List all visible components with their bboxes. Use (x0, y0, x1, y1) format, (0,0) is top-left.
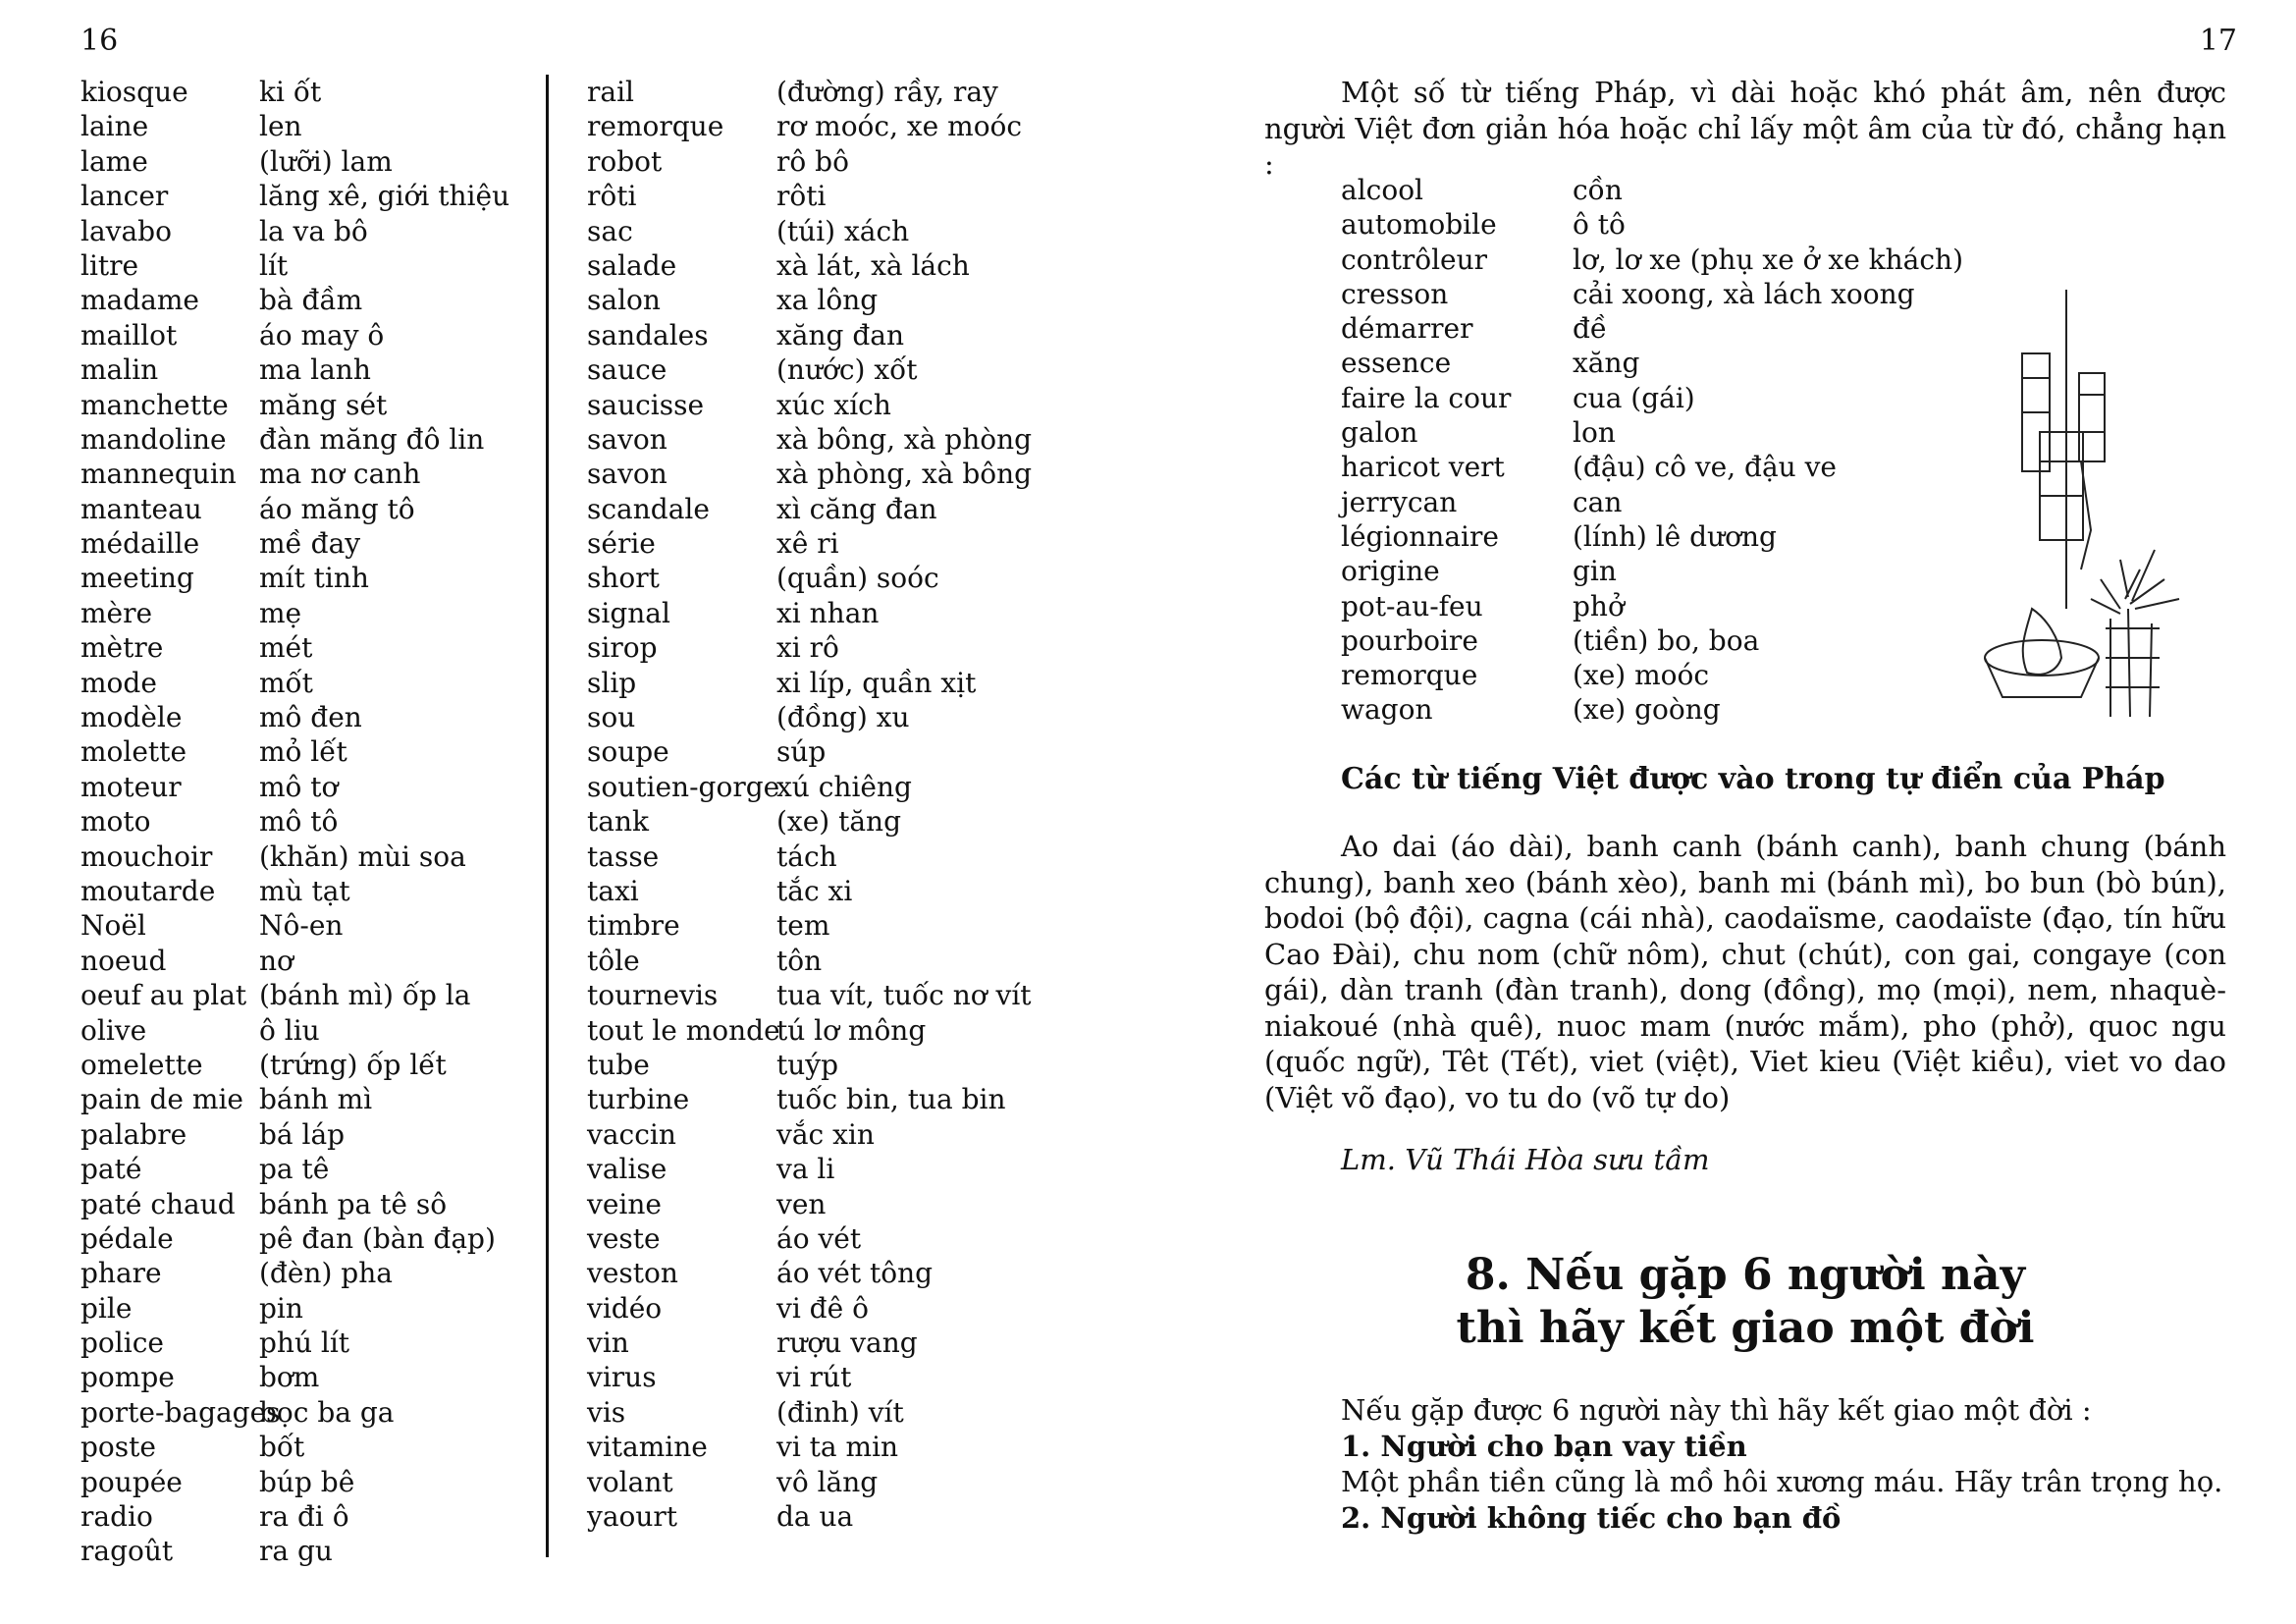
french-word: moteur (80, 770, 182, 803)
vietnamese-word: (quần) soóc (776, 562, 939, 595)
french-word: jerrycan (1341, 485, 1458, 518)
vietnamese-word: bốt (259, 1431, 305, 1464)
vietnamese-word: xê ri (776, 527, 839, 561)
french-word: radio (80, 1500, 153, 1534)
french-word: palabre (80, 1117, 187, 1151)
vietnamese-word: mốt (259, 666, 313, 699)
vietnamese-word: vắc xin (776, 1117, 875, 1151)
french-word: remorque (587, 110, 724, 143)
vietnamese-word: mét (259, 631, 313, 665)
french-word: sou (587, 701, 636, 734)
french-word: manchette (80, 388, 229, 421)
vietnamese-word: rơ moóc, xe moóc (776, 110, 1023, 143)
french-word: moutarde (80, 874, 216, 907)
vietnamese-word: áo vét (776, 1221, 862, 1255)
french-word: veste (587, 1221, 661, 1255)
chapter-intro: Nếu gặp được 6 người này thì hãy kết giao một đời : (1341, 1393, 2092, 1427)
vietnamese-word: cải xoong, xà lách xoong (1573, 277, 1915, 310)
french-word: pile (80, 1291, 133, 1325)
vietnamese-word: mỏ lết (259, 735, 347, 769)
french-word: veine (587, 1187, 662, 1220)
french-word: mouchoir (80, 839, 213, 873)
vietnamese-word: (đậu) cô ve, đậu ve (1573, 451, 1837, 484)
chapter-title (1264, 1249, 2226, 1355)
vietnamese-word: mít tinh (259, 562, 369, 595)
french-word: cresson (1341, 277, 1449, 310)
french-word: médaille (80, 527, 200, 561)
vietnamese-word: phở (1573, 589, 1625, 623)
french-word: slip (587, 666, 637, 699)
vietnamese-word: (tiền) bo, boa (1573, 623, 1760, 657)
vietnamese-word: tú lơ mông (776, 1013, 927, 1047)
french-word: sac (587, 214, 633, 247)
french-word: phare (80, 1257, 162, 1290)
vietnamese-word: (khăn) mùi soa (259, 839, 466, 873)
vietnamese-word: rô bô (776, 144, 849, 178)
vietnamese-word: (đồng) xu (776, 701, 910, 734)
vietnamese-word: pin (259, 1291, 303, 1325)
french-word: tank (587, 805, 649, 839)
vietnamese-word: tuốc bin, tua bin (776, 1083, 1006, 1116)
french-word: rôti (587, 180, 637, 213)
french-word: mannequin (80, 458, 237, 491)
chapter-title-line-1: 8. Nếu gặp 6 người này (1465, 1250, 2026, 1300)
french-word: soupe (587, 735, 669, 769)
vietnamese-word: (xe) tăng (776, 805, 902, 839)
intro-paragraph: Một số từ tiếng Pháp, vì dài hoặc khó phát âm, nên được người Việt đơn giản hóa hoặc chỉ lấy một âm của từ đó, chẳng hạn : (1264, 76, 2226, 181)
vietnamese-word: xa lông (776, 284, 879, 317)
french-word: police (80, 1326, 164, 1360)
french-word: salade (587, 248, 677, 282)
vietnamese-word: can (1573, 485, 1623, 518)
vietnamese-word: la va bô (259, 214, 368, 247)
french-word: sandales (587, 318, 709, 352)
french-word: galon (1341, 416, 1418, 450)
french-word: wagon (1341, 693, 1433, 727)
french-word: essence (1341, 347, 1452, 380)
vietnamese-word: gin (1573, 555, 1617, 588)
vietnamese-word: Nô-en (259, 909, 344, 943)
french-word: soutien-gorge (587, 770, 780, 803)
vietnamese-word: ma lanh (259, 353, 371, 387)
vietnamese-word: áo vét tông (776, 1257, 934, 1290)
vietnamese-word: pê đan (bàn đạp) (259, 1221, 496, 1255)
french-word: tournevis (587, 979, 719, 1012)
french-word: mode (80, 666, 157, 699)
french-word: pot-au-feu (1341, 589, 1483, 623)
french-word: mètre (80, 631, 164, 665)
still-life-illustration (1973, 285, 2199, 717)
vietnamese-word: tua vít, tuốc nơ vít (776, 979, 1032, 1012)
french-word: manteau (80, 492, 202, 525)
vietnamese-word: bà đầm (259, 284, 363, 317)
vietnamese-word: (túi) xách (776, 214, 910, 247)
vietnamese-word: đàn măng đô lin (259, 422, 485, 456)
french-word: turbine (587, 1083, 690, 1116)
french-word: sirop (587, 631, 658, 665)
vietnamese-word: áo may ô (259, 318, 385, 352)
vietnamese-word: (lính) lê dương (1573, 519, 1777, 553)
french-word: pain de mie (80, 1083, 243, 1116)
vietnamese-word: (nước) xốt (776, 353, 918, 387)
french-word: alcool (1341, 174, 1423, 206)
french-word: scandale (587, 492, 710, 525)
french-word: moto (80, 805, 151, 839)
vietnamese-word: (đinh) vít (776, 1395, 904, 1429)
vietnamese-word: lăng xê, giới thiệu (259, 180, 510, 213)
item-2-title: 2. Người không tiếc cho bạn đồ (1341, 1500, 1842, 1535)
french-word: robot (587, 144, 663, 178)
vietnamese-word: mô tơ (259, 770, 339, 803)
vietnamese-word: mề đay (259, 527, 361, 561)
french-word: lancer (80, 180, 169, 213)
vietnamese-word: lít (259, 248, 289, 282)
vietnamese-word: bá láp (259, 1117, 346, 1151)
french-word: kiosque (80, 76, 188, 108)
french-word: molette (80, 735, 187, 769)
french-word: sauce (587, 353, 667, 387)
french-word: tube (587, 1048, 650, 1081)
french-word: litre (80, 248, 139, 282)
french-word: contrôleur (1341, 243, 1488, 276)
french-word: taxi (587, 874, 639, 907)
vietnamese-word: xúc xích (776, 388, 891, 421)
vietnamese-word: va li (776, 1153, 835, 1186)
french-word: paté (80, 1153, 142, 1186)
french-word: Noël (80, 909, 146, 943)
vietnamese-word: pa tê (259, 1153, 330, 1186)
french-word: saucisse (587, 388, 705, 421)
vietnamese-word: măng sét (259, 388, 388, 421)
vietnamese-word: bơm (259, 1361, 320, 1394)
french-word: origine (1341, 555, 1440, 588)
vietnamese-word: (xe) goòng (1573, 693, 1721, 727)
vietnamese-word: xăng (1573, 347, 1640, 380)
french-word: vaccin (587, 1117, 676, 1151)
vietnamese-word: xì căng đan (776, 492, 937, 525)
french-word: virus (587, 1361, 657, 1394)
vietnamese-word: (trứng) ốp lết (259, 1048, 447, 1081)
french-word: madame (80, 284, 199, 317)
vietnamese-words-paragraph: Ao dai (áo dài), banh canh (bánh canh), banh chung (bánh chung), banh xeo (bánh xèo), banh mi (bánh mì), bo bun (bò bún), bodoi (bộ đội), cagna (cái nhà), caodaïsme, caodaïste (đạo, tín hữu Cao Đài), chu nom (chữ nôm), chut (chút), con gai, congaye (con gái), dàn tranh (đàn tranh), dong (đồng), mọ (mọi), nem, nhaquè-niakoué (nhà quê), nuoc mam (nước mắm), pho (phở), quoc ngu (quốc ngữ), Têt (Tết), viet (việt), Viet kieu (Việt kiều), viet vo dao (Việt võ đạo), vo tu do (võ tự do) (1264, 830, 2226, 1114)
vietnamese-word: ô liu (259, 1013, 320, 1047)
french-word: démarrer (1341, 312, 1473, 346)
french-word: haricot vert (1341, 451, 1505, 484)
vietnamese-word: rượu vang (776, 1326, 918, 1360)
section-subheading: Các từ tiếng Việt được vào trong tự điển của Pháp (1341, 762, 2165, 796)
french-word: tout le monde (587, 1013, 780, 1047)
vietnamese-word: (xe) moóc (1573, 659, 1710, 692)
french-word: veston (587, 1257, 678, 1290)
vietnamese-word: áo măng tô (259, 492, 415, 525)
french-word: automobile (1341, 208, 1497, 242)
vietnamese-word: (lưỡi) lam (259, 144, 393, 178)
french-word: short (587, 562, 660, 595)
french-word: savon (587, 422, 667, 456)
french-word: vitamine (587, 1431, 708, 1464)
item-1-text: Một phần tiền cũng là mồ hôi xương máu. Hãy trân trọng họ. (1341, 1465, 2223, 1498)
french-word: porte-bagages (80, 1395, 281, 1429)
vietnamese-word: mô đen (259, 701, 362, 734)
credit-line: Lm. Vũ Thái Hòa sưu tầm (1341, 1143, 1710, 1176)
vietnamese-word: tuýp (776, 1048, 839, 1081)
french-word: tôle (587, 944, 640, 977)
french-word: lavabo (80, 214, 172, 247)
vietnamese-word: vi đê ô (776, 1291, 869, 1325)
vietnamese-word: vô lăng (776, 1465, 879, 1498)
french-word: mère (80, 596, 153, 629)
french-word: rail (587, 76, 634, 108)
vietnamese-word: xi rô (776, 631, 839, 665)
chapter-title-line-2: thì hãy kết giao một đời (1456, 1303, 2035, 1353)
vietnamese-word: xà lát, xà lách (776, 248, 970, 282)
vietnamese-word: tem (776, 909, 830, 943)
vietnamese-word: tắc xi (776, 874, 853, 907)
french-word: mandoline (80, 422, 227, 456)
vietnamese-word: phú lít (259, 1326, 350, 1360)
french-word: vidéo (587, 1291, 663, 1325)
vietnamese-word: ven (776, 1187, 827, 1220)
vietnamese-word: rôti (776, 180, 827, 213)
french-word: remorque (1341, 659, 1478, 692)
vietnamese-word: vi ta min (776, 1431, 899, 1464)
vietnamese-word: bọc ba ga (259, 1395, 395, 1429)
french-word: paté chaud (80, 1187, 236, 1220)
french-word: salon (587, 284, 661, 317)
vietnamese-word: (đèn) pha (259, 1257, 393, 1290)
french-word: volant (587, 1465, 673, 1498)
french-word: pompe (80, 1361, 175, 1394)
vietnamese-word: tách (776, 839, 837, 873)
vietnamese-word: mẹ (259, 596, 302, 629)
french-word: valise (587, 1153, 667, 1186)
vietnamese-word: xà bông, xà phòng (776, 422, 1033, 456)
french-word: omelette (80, 1048, 203, 1081)
page-number-right: 17 (2199, 24, 2237, 58)
column-divider (546, 75, 549, 1557)
french-word: vin (587, 1326, 629, 1360)
vietnamese-word: ma nơ canh (259, 458, 421, 491)
vietnamese-word: bánh pa tê sô (259, 1187, 448, 1220)
vietnamese-word: ô tô (1573, 208, 1626, 242)
vietnamese-word: lơ, lơ xe (phụ xe ở xe khách) (1573, 243, 1964, 276)
vietnamese-word: ki ốt (259, 76, 322, 108)
vietnamese-word: cồn (1573, 174, 1623, 206)
french-word: poste (80, 1431, 156, 1464)
vietnamese-word: súp (776, 735, 827, 769)
french-word: faire la cour (1341, 381, 1512, 414)
vietnamese-word: mô tô (259, 805, 339, 839)
chapter-body (1341, 1392, 2222, 1536)
french-word: yaourt (587, 1500, 678, 1534)
french-word: vis (587, 1395, 626, 1429)
vietnamese-word: xà phòng, xà bông (776, 458, 1033, 491)
vietnamese-word: tôn (776, 944, 823, 977)
page-number-left: 16 (80, 24, 119, 58)
french-word: modèle (80, 701, 183, 734)
vietnamese-word: đề (1573, 312, 1608, 346)
vietnamese-word: (bánh mì) ốp la (259, 979, 471, 1012)
vietnamese-word: vi rút (776, 1361, 852, 1394)
french-word: malin (80, 353, 159, 387)
french-word: lame (80, 144, 148, 178)
vietnamese-word: mù tạt (259, 874, 350, 907)
vietnamese-word: xi líp, quần xịt (776, 666, 977, 699)
french-word: signal (587, 596, 670, 629)
vietnamese-word: xú chiêng (776, 770, 912, 803)
vietnamese-word: lon (1573, 416, 1616, 450)
french-word: maillot (80, 318, 178, 352)
french-word: olive (80, 1013, 147, 1047)
french-word: légionnaire (1341, 519, 1499, 553)
vietnamese-word: cua (gái) (1573, 381, 1695, 414)
french-word: série (587, 527, 656, 561)
vietnamese-word: nơ (259, 944, 294, 977)
vietnamese-word: xi nhan (776, 596, 880, 629)
french-word: pédale (80, 1221, 174, 1255)
vietnamese-word: búp bê (259, 1465, 355, 1498)
french-word: savon (587, 458, 667, 491)
french-word: tasse (587, 839, 660, 873)
french-word: timbre (587, 909, 680, 943)
item-1-title: 1. Người cho bạn vay tiền (1341, 1429, 1747, 1463)
french-word: ragoût (80, 1535, 174, 1568)
french-word: meeting (80, 562, 194, 595)
vietnamese-word: ra gu (259, 1535, 333, 1568)
vietnamese-word: bánh mì (259, 1083, 373, 1116)
vietnamese-word: (đường) rầy, ray (776, 76, 998, 108)
french-word: pourboire (1341, 623, 1478, 657)
vietnamese-word: len (259, 110, 302, 143)
french-word: oeuf au plat (80, 979, 247, 1012)
vietnamese-word: ra đi ô (259, 1500, 349, 1534)
french-word: poupée (80, 1465, 183, 1498)
french-word: laine (80, 110, 149, 143)
vietnamese-word: xăng đan (776, 318, 904, 352)
french-word: noeud (80, 944, 167, 977)
vietnamese-word: da ua (776, 1500, 854, 1534)
